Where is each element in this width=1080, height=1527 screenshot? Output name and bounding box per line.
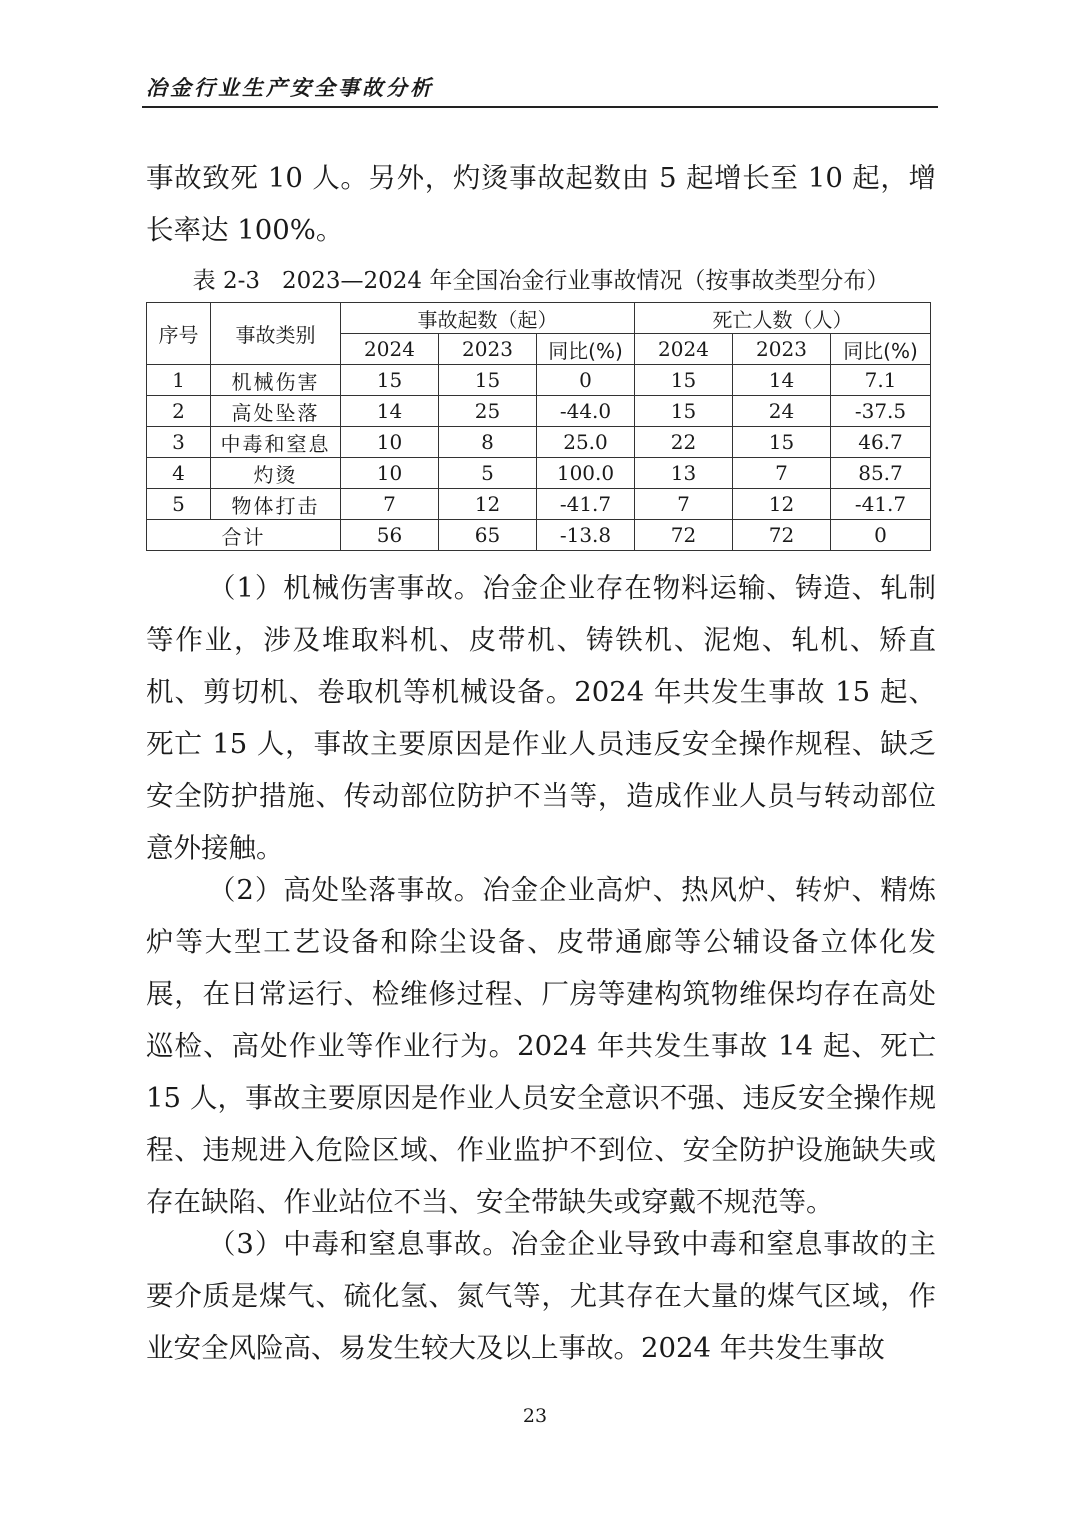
cell-dth-2023: 12 [733,489,831,520]
header-rule [142,106,938,108]
cell-total-dth-2023: 72 [733,520,831,551]
cell-type: 中毒和窒息 [211,427,341,458]
cell-seq: 3 [147,427,211,458]
cell-seq: 1 [147,365,211,396]
cell-acc-2024: 7 [341,489,439,520]
cell-type: 物体打击 [211,489,341,520]
subheader-acc-2024: 2024 [341,334,439,365]
cell-type: 机械伤害 [211,365,341,396]
running-header: 冶金行业生产安全事故分析 [146,76,434,100]
table-row [147,396,931,427]
header-deaths: 死亡人数（人） [635,303,931,334]
table-caption [146,262,936,295]
cell-dth-2024: 15 [635,365,733,396]
subheader-dth-2023: 2023 [733,334,831,365]
cell-dth-2023: 24 [733,396,831,427]
table-caption-years: 2023—2024 [281,268,423,294]
table-caption-label: 表 2-3 [192,268,261,294]
table-total-row [147,520,931,551]
cell-dth-2023: 7 [733,458,831,489]
cell-acc-yoy: -41.7 [537,489,635,520]
cell-acc-yoy: -44.0 [537,396,635,427]
table-row [147,365,931,396]
table-row [147,427,931,458]
cell-acc-2023: 12 [439,489,537,520]
paragraph-fall-from-height: （2）高处坠落事故。冶金企业高炉、热风炉、转炉、精炼炉等大型工艺设备和除尘设备、皮带通廊等公辅设备立体化发展，在日常运行、检维修过程、厂房等建构筑物维保均存在高处巡检、高处作业等作业行为。2024 年共发生事故 14 起、死亡 15 人，事故主要原因是作业人员安全意识不强、违反安全操作规程、违规进入危险区域、作业监护不到位、安全防护设施缺失或存在缺陷、作业站位不当、安全带缺失或穿戴不规范等。 [146,874,936,1218]
cell-dth-2024: 15 [635,396,733,427]
paragraph-mechanical-injury: （1）机械伤害事故。冶金企业存在物料运输、铸造、轧制等作业，涉及堆取料机、皮带机、铸铁机、泥炮、轧机、矫直机、剪切机、卷取机等机械设备。2024 年共发生事故 15 起、死亡 15 人，事故主要原因是作业人员违反安全操作规程、缺乏安全防护措施、传动部位防护不当等，造成作业人员与转动部位意外接触。 [146,572,936,864]
paragraph-intro: 事故致死 10 人。另外，灼烫事故起数由 5 起增长至 10 起，增长率达 100%。 [146,162,936,246]
table-row [147,458,931,489]
cell-dth-2023: 14 [733,365,831,396]
cell-total-acc-2024: 56 [341,520,439,551]
cell-total-label: 合计 [147,520,341,551]
cell-seq: 4 [147,458,211,489]
cell-acc-yoy: 0 [537,365,635,396]
cell-type: 灼烫 [211,458,341,489]
cell-acc-yoy: 25.0 [537,427,635,458]
paragraph-poisoning-suffocation: （3）中毒和窒息事故。冶金企业导致中毒和窒息事故的主要介质是煤气、硫化氢、氮气等，尤其存在大量的煤气区域，作业安全风险高、易发生较大及以上事故。2024 年共发生事故 [146,1228,936,1364]
cell-dth-yoy: 46.7 [831,427,931,458]
cell-acc-2024: 15 [341,365,439,396]
cell-acc-2023: 5 [439,458,537,489]
cell-acc-2023: 8 [439,427,537,458]
cell-dth-2024: 13 [635,458,733,489]
subheader-dth-yoy: 同比(%) [831,334,931,365]
cell-type: 高处坠落 [211,396,341,427]
cell-acc-2023: 25 [439,396,537,427]
cell-dth-yoy: 85.7 [831,458,931,489]
cell-acc-2024: 14 [341,396,439,427]
cell-dth-yoy: -37.5 [831,396,931,427]
header-type: 事故类别 [211,303,341,365]
cell-acc-2023: 15 [439,365,537,396]
header-accidents: 事故起数（起） [341,303,635,334]
subheader-acc-yoy: 同比(%) [537,334,635,365]
table-caption-title: 年全国冶金行业事故情况（按事故类型分布） [429,268,890,294]
header-seq: 序号 [147,303,211,365]
cell-dth-2023: 15 [733,427,831,458]
table-row [147,489,931,520]
cell-dth-yoy: -41.7 [831,489,931,520]
cell-seq: 5 [147,489,211,520]
cell-dth-2024: 7 [635,489,733,520]
cell-total-dth-2024: 72 [635,520,733,551]
subheader-acc-2023: 2023 [439,334,537,365]
cell-seq: 2 [147,396,211,427]
page-number: 23 [522,1405,548,1427]
accident-table [146,302,931,551]
cell-dth-yoy: 7.1 [831,365,931,396]
cell-total-acc-2023: 65 [439,520,537,551]
subheader-dth-2024: 2024 [635,334,733,365]
cell-total-acc-yoy: -13.8 [537,520,635,551]
cell-acc-yoy: 100.0 [537,458,635,489]
cell-total-dth-yoy: 0 [831,520,931,551]
cell-dth-2024: 22 [635,427,733,458]
cell-acc-2024: 10 [341,458,439,489]
cell-acc-2024: 10 [341,427,439,458]
